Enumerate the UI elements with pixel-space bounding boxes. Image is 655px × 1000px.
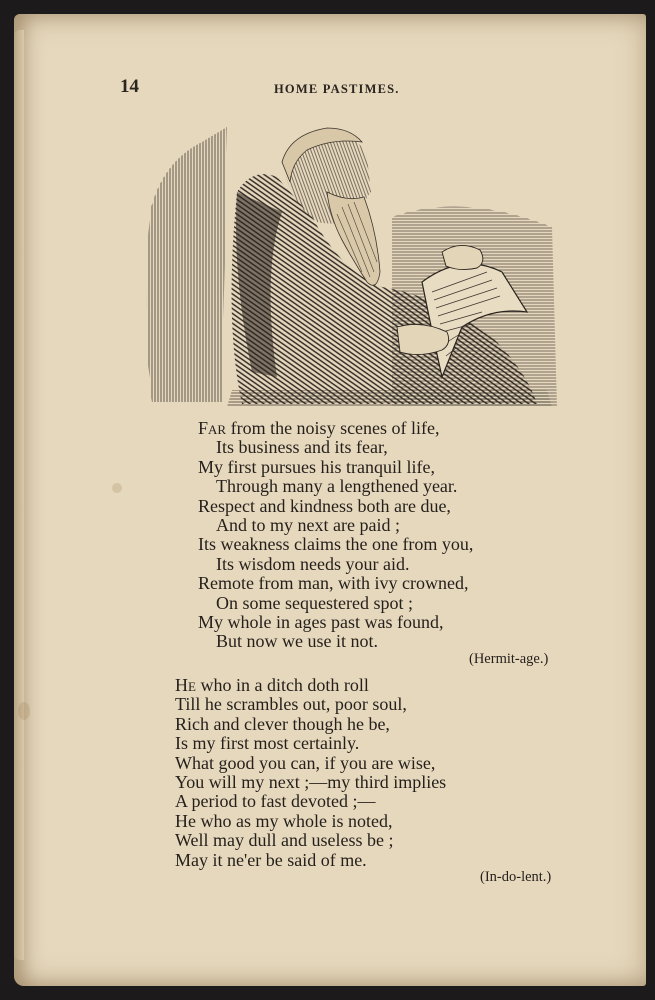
poem-line: Respect and kindness both are due, <box>198 495 451 516</box>
paper-stain <box>18 702 30 720</box>
poem-line: Far from the noisy scenes of life, <box>198 418 440 438</box>
poem-line: Till he scrambles out, poor soul, <box>175 694 407 715</box>
poem-line: On some sequestered spot ; <box>216 592 413 613</box>
hermit-reading-engraving-icon <box>142 122 560 407</box>
poem-line: My first pursues his tranquil life, <box>198 456 435 477</box>
riddle-hermitage <box>198 419 473 652</box>
drop-cap-word: He <box>175 675 196 695</box>
poem-line: He who in a ditch doth roll <box>175 675 369 695</box>
riddle-indolent <box>175 676 446 870</box>
riddle-answer: (In-do-lent.) <box>480 869 552 885</box>
poem-line: And to my next are paid ; <box>216 514 400 535</box>
poem-line: Remote from man, with ivy crowned, <box>198 573 469 594</box>
poem-line: Through many a lengthened year. <box>216 476 458 497</box>
poem-line: You will my next ;—my third implies <box>175 771 447 792</box>
paper-stain <box>112 483 122 493</box>
poem-line: What good you can, if you are wise, <box>175 752 436 773</box>
poem-line: But now we use it not. <box>216 631 378 652</box>
drop-cap-word: Far <box>198 418 227 438</box>
poem-line: He who as my whole is noted, <box>175 810 393 831</box>
running-head: HOME PASTIMES. <box>274 82 400 96</box>
poem-line: Well may dull and useless be ; <box>175 830 394 851</box>
poem-line: Is my first most certainly. <box>175 733 360 754</box>
poem-line: Rich and clever though he be, <box>175 713 390 734</box>
page-binding-edge <box>14 30 24 960</box>
riddle-answer: (Hermit-age.) <box>469 651 549 667</box>
poem-line: Its weakness claims the one from you, <box>198 534 474 555</box>
poem-line: Its business and its fear, <box>216 437 388 458</box>
poem-line: My whole in ages past was found, <box>198 611 444 632</box>
poem-line: May it ne'er be said of me. <box>175 849 367 870</box>
poem-line: Its wisdom needs your aid. <box>216 553 410 574</box>
page-number: 14 <box>120 76 139 97</box>
poem-line: A period to fast devoted ;— <box>175 791 376 812</box>
